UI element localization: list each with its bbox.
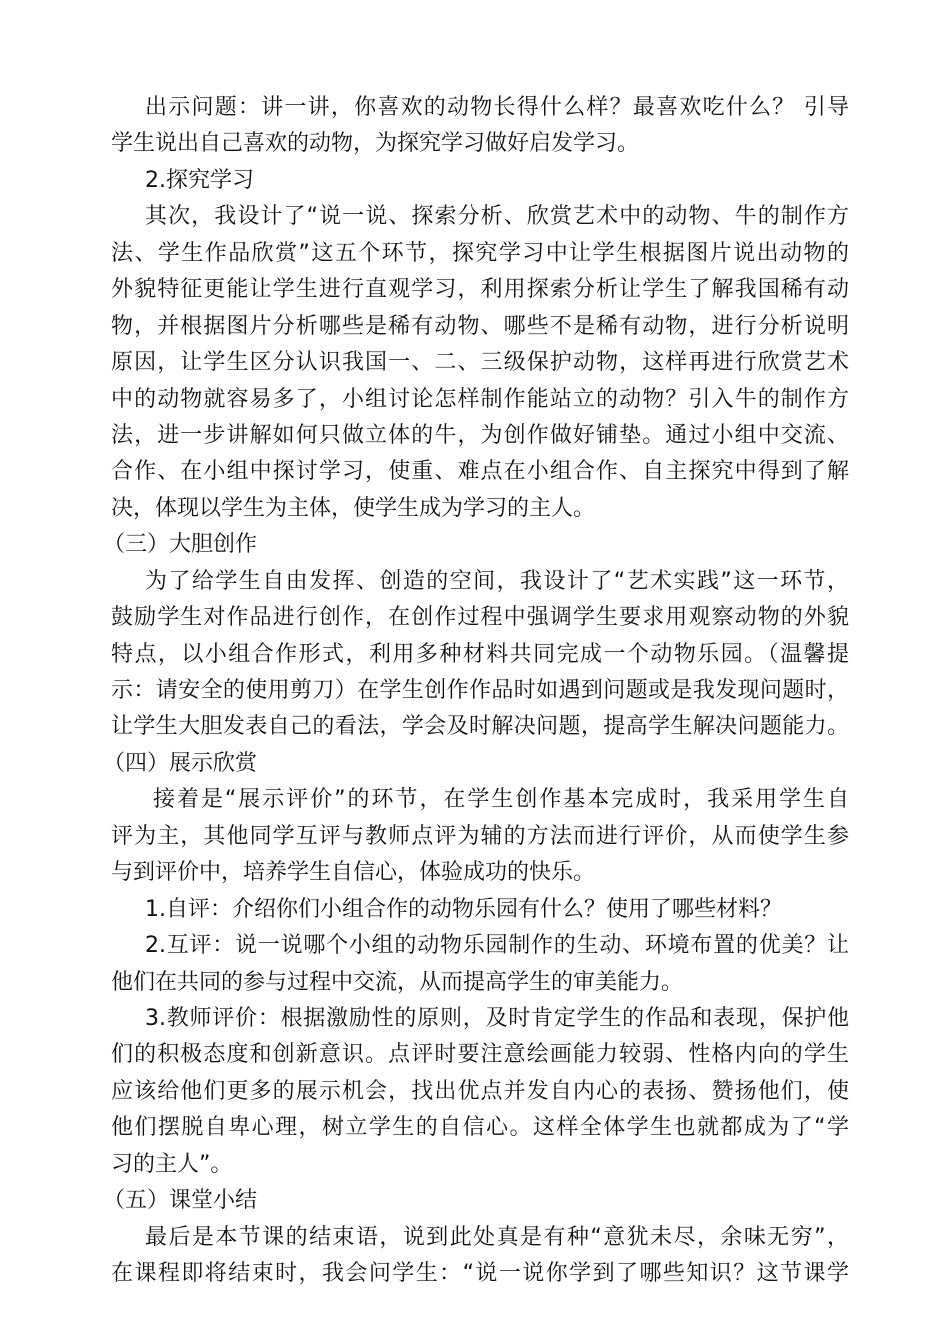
text-line: 法、学生作品欣赏”这五个环节，探究学习中让学生根据图片说出动物的 bbox=[111, 240, 849, 266]
text-line: 合作、在小组中探讨学习，使重、难点在小组合作、自主探究中得到了解 bbox=[111, 459, 849, 485]
text-line: 3.教师评价：根据激励性的原则，及时肯定学生的作品和表现，保护他 bbox=[145, 1005, 849, 1031]
text-line: 接着是“展示评价”的环节，在学生创作基本完成时，我采用学生自 bbox=[153, 787, 849, 813]
text-line: 他们在共同的参与过程中交流，从而提高学生的审美能力。 bbox=[111, 969, 684, 995]
text-line: 2.探究学习 bbox=[145, 167, 254, 193]
text-line: 出示问题：讲一讲，你喜欢的动物长得什么样？最喜欢吃什么？ 引导 bbox=[145, 95, 849, 120]
text-line: 让学生大胆发表自己的看法，学会及时解决问题，提高学生解决问题能力。 bbox=[111, 714, 849, 740]
text-line: 原因，让学生区分认识我国一、二、三级保护动物，这样再进行欣赏艺术 bbox=[111, 350, 849, 376]
text-line: 学生说出自己喜欢的动物，为探究学习做好启发学习。 bbox=[111, 131, 640, 157]
text-line: 其次，我设计了“说一说、探索分析、欣赏艺术中的动物、牛的制作方 bbox=[145, 204, 849, 230]
text-line: 习的主人”。 bbox=[111, 1151, 233, 1177]
text-line: 在课程即将结束时，我会问学生：“说一说你学到了哪些知识？这节课学 bbox=[111, 1261, 849, 1286]
section-heading: （五）课堂小结 bbox=[103, 1188, 258, 1214]
text-line: 评为主，其他同学互评与教师点评为辅的方法而进行评价，从而使学生参 bbox=[111, 823, 849, 849]
text-line: 外貌特征更能让学生进行直观学习，利用探索分析让学生了解我国稀有动 bbox=[111, 277, 849, 303]
text-line: 示：请安全的使用剪刀）在学生创作作品时如遇到问题或是我发现问题时， bbox=[111, 678, 849, 703]
text-line: 1.自评：介绍你们小组合作的动物乐园有什么？使用了哪些材料？ bbox=[145, 896, 782, 922]
section-heading: （四）展示欣赏 bbox=[103, 750, 258, 776]
text-line: 法，进一步讲解如何只做立体的牛，为创作做好铺垫。通过小组中交流、 bbox=[111, 422, 849, 448]
section-heading: （三）大胆创作 bbox=[103, 532, 258, 558]
document-page bbox=[103, 90, 849, 1292]
text-line: 物，并根据图片分析哪些是稀有动物、哪些不是稀有动物，进行分析说明 bbox=[111, 313, 849, 339]
text-line: 他们摆脱自卑心理，树立学生的自信心。这样全体学生也就都成为了“学 bbox=[111, 1115, 849, 1141]
text-line: 特点，以小组合作形式，利用多种材料共同完成一个动物乐园。（温馨提 bbox=[111, 641, 849, 667]
text-line: 与到评价中，培养学生自信心，体验成功的快乐。 bbox=[111, 860, 596, 886]
text-line: 应该给他们更多的展示机会，找出优点并发自内心的表扬、赞扬他们，使 bbox=[111, 1078, 849, 1104]
text-line: 中的动物就容易多了，小组讨论怎样制作能站立的动物？引入牛的制作方 bbox=[111, 386, 849, 412]
text-line: 鼓励学生对作品进行创作，在创作过程中强调学生要求用观察动物的外貌 bbox=[111, 605, 849, 631]
text-line: 决，体现以学生为主体，使学生成为学习的主人。 bbox=[111, 495, 596, 521]
text-line: 为了给学生自由发挥、创造的空间，我设计了“艺术实践”这一环节， bbox=[145, 568, 849, 594]
text-line: 们的积极态度和创新意识。点评时要注意绘画能力较弱、性格内向的学生 bbox=[111, 1042, 849, 1068]
text-line: 最后是本节课的结束语，说到此处真是有种“意犹未尽，余味无穷”， bbox=[145, 1224, 849, 1250]
text-line: 2.互评：说一说哪个小组的动物乐园制作的生动、环境布置的优美？让 bbox=[145, 933, 849, 959]
